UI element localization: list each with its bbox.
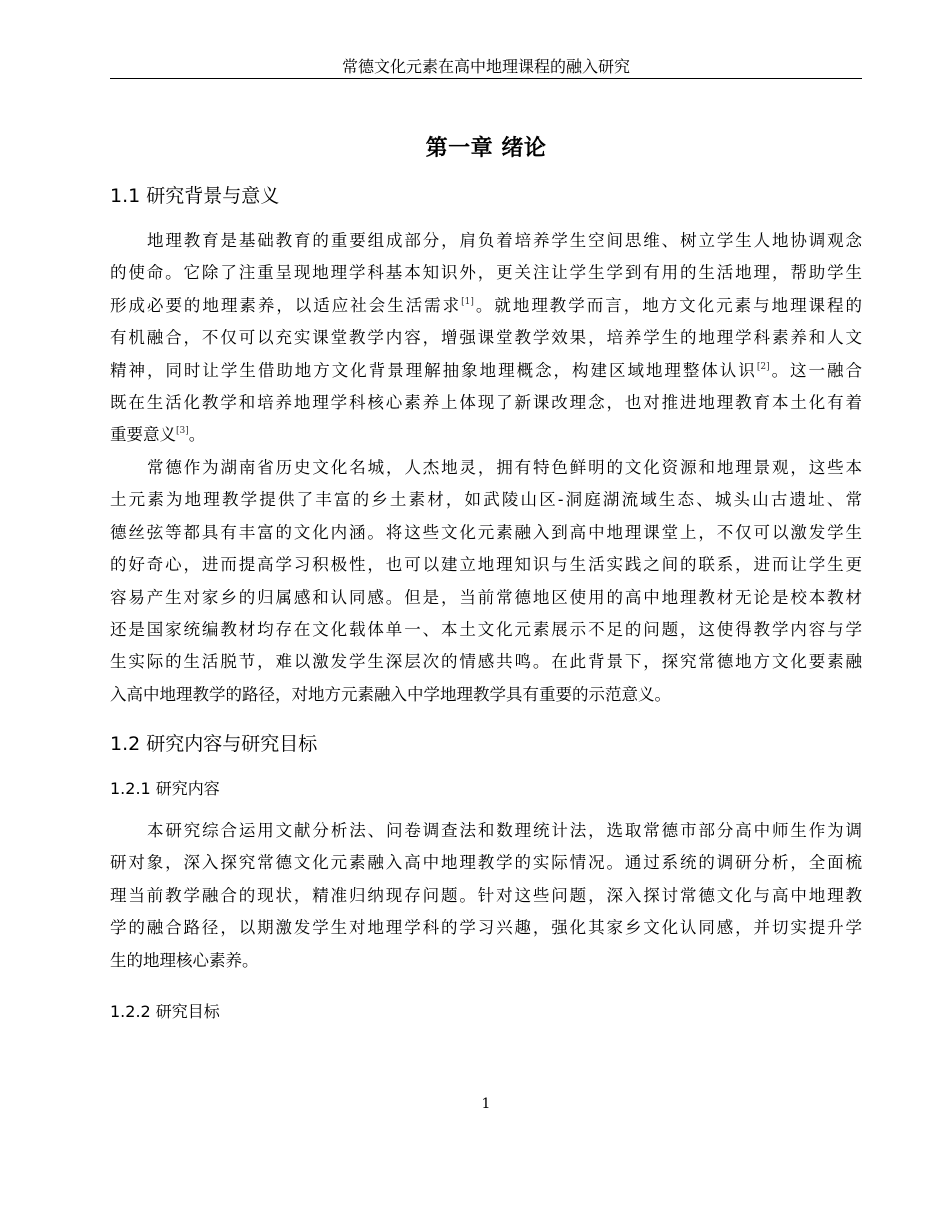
citation-3: [3] (176, 426, 189, 437)
citation-1: [1] (461, 296, 474, 307)
paragraph-background-1 (110, 225, 862, 452)
paragraph-line: 学的融合路径，以期激发学生对地理学科的学习兴趣，强化其家乡文化认同感，并切实提升学 (110, 918, 862, 938)
paragraph-line: 德丝弦等都具有丰富的文化内涵。将这些文化元素融入到高中地理课堂上，不仅可以激发学生 (110, 522, 862, 542)
section-heading-1-1: 1.1 研究背景与意义 (110, 185, 280, 207)
paragraph-line: 研对象，深入探究常德文化元素融入高中地理教学的实际情况。通过系统的调研分析，全面梳 (110, 853, 862, 873)
paragraph-line: 既在生活化教学和培养地理学科核心素养上体现了新课改理念，也对推进地理教育本土化有着 (110, 392, 862, 412)
paragraph-line: 理当前教学融合的现状，精准归纳现存问题。针对这些问题，深入探讨常德文化与高中地理教 (110, 885, 862, 905)
paragraph-background-2 (110, 452, 862, 711)
paragraph-line (110, 290, 862, 322)
paragraph-line: 容易产生对家乡的归属感和认同感。但是，当前常德地区使用的高中地理教材无论是校本教材 (110, 587, 862, 607)
paragraph-line: 地理教育是基础教育的重要组成部分，肩负着培养学生空间思维、树立学生人地协调观念 (147, 231, 862, 250)
text-run: 形成必要的地理素养，以适应社会生活需求 (110, 295, 462, 315)
citation-2: [2] (756, 361, 770, 372)
paragraph-line: 生实际的生活脱节，难以激发学生深层次的情感共鸣。在此背景下，探究常德地方文化要素融 (110, 652, 862, 672)
text-run: 精神，同时让学生借助地方文化背景理解抽象地理概念，构建区域地理整体认识 (110, 360, 757, 380)
paragraph-line: 土元素为地理教学提供了丰富的乡土素材，如武陵山区-洞庭湖流域生态、城头山古遗址、常 (110, 490, 862, 510)
subsection-heading-1-2-1: 1.2.1 研究内容 (110, 779, 220, 798)
text-run: 。就地理教学而言，地方文化元素与地理课程的 (473, 295, 863, 315)
paragraph-line: 还是国家统编教材均存在文化载体单一、本土文化元素展示不足的问题，这使得教学内容与学 (110, 619, 862, 639)
paragraph-line: 本研究综合运用文献分析法、问卷调查法和数理统计法，选取常德市部分高中师生作为调 (147, 821, 862, 840)
paragraph-line: 的使命。它除了注重呈现地理学科基本知识外，更关注让学生学到有用的生活地理，帮助学生 (110, 263, 862, 283)
paragraph-line: 的好奇心，进而提高学习积极性，也可以建立地理知识与生活实践之间的联系，进而让学生更 (110, 555, 862, 575)
subsection-heading-1-2-2: 1.2.2 研究目标 (110, 1002, 220, 1021)
section-heading-1-2: 1.2 研究内容与研究目标 (110, 733, 318, 755)
page-number: 1 (481, 1096, 491, 1112)
running-header: 常德文化元素在高中地理课程的融入研究 (341, 57, 630, 76)
paragraph-line (110, 419, 862, 451)
chapter-title: 第一章 绪论 (425, 136, 547, 161)
paragraph-line: 常德作为湖南省历史文化名城，人杰地灵，拥有特色鲜明的文化资源和地理景观，这些本 (147, 458, 862, 477)
paragraph-line: 入高中地理教学的路径，对地方元素融入中学地理教学具有重要的示范意义。 (110, 684, 671, 704)
header-rule (110, 78, 862, 79)
text-run: 。 (188, 425, 206, 445)
paragraph-line: 有机融合，不仅可以充实课堂教学内容，增强课堂教学效果，培养学生的地理学科素养和人文 (110, 328, 862, 348)
text-run: 。这一融合 (769, 360, 863, 380)
paragraph-research-content (110, 815, 862, 977)
text-run: 重要意义 (110, 425, 176, 445)
paragraph-line (110, 355, 862, 387)
paragraph-line: 生的地理核心素养。 (110, 950, 259, 970)
